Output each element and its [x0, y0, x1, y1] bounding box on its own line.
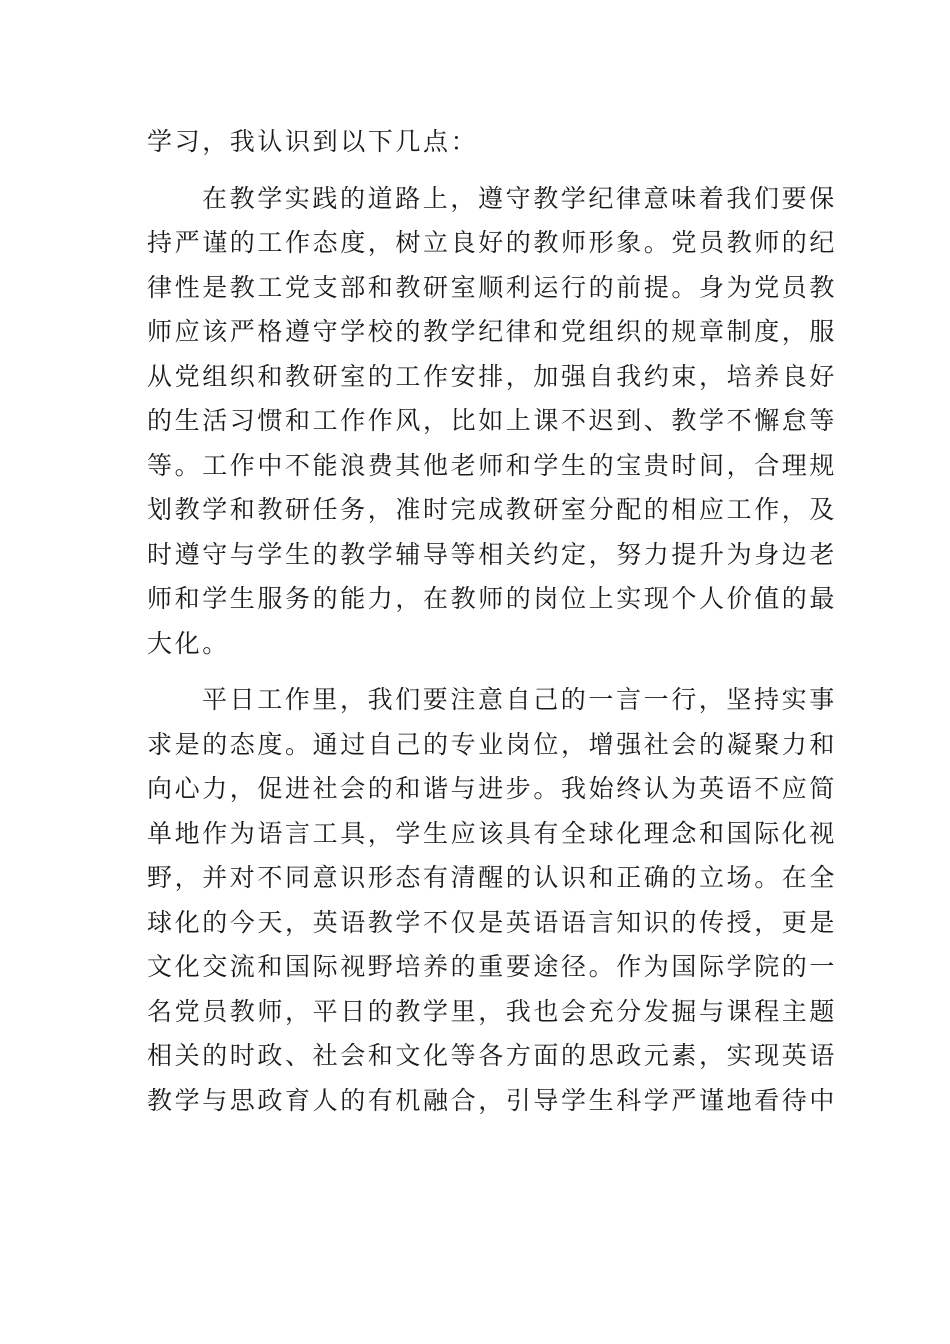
- text-line: 大化。: [147, 628, 230, 658]
- paragraph-spacer: [147, 666, 807, 678]
- document-body: [147, 120, 838, 1123]
- paragraph-teaching-discipline: [147, 177, 838, 667]
- text-line: 划教学和教研任务，准时完成教研室分配的相应工作，及: [147, 495, 838, 524]
- paragraph-intro: [147, 120, 807, 165]
- text-line: 野，并对不同意识形态有清醒的认识和正确的立场。在全: [147, 863, 838, 892]
- text-line: 从党组织和教研室的工作安排，加强自我约束，培养良好: [147, 361, 838, 391]
- text-line: 师应该严格遵守学校的教学纪律和党组织的规章制度，服: [147, 317, 838, 346]
- text-line: 的生活习惯和工作作风，比如上课不迟到、教学不懈怠等: [147, 406, 838, 435]
- text-line: 在教学实践的道路上，遵守教学纪律意味着我们要保: [202, 183, 837, 213]
- text-line: 师和学生服务的能力，在教师的岗位上实现个人价值的最: [147, 584, 838, 613]
- text-line: 名党员教师，平日的教学里，我也会充分发掘与课程主题: [147, 996, 838, 1026]
- text-line: 文化交流和国际视野培养的重要途径。作为国际学院的一: [147, 952, 838, 981]
- text-line: 时遵守与学生的教学辅导等相关约定，努力提升为身边老: [147, 539, 838, 569]
- paragraph-daily-work: [147, 678, 838, 1123]
- text-line: 等。工作中不能浪费其他老师和学生的宝贵时间，合理规: [147, 450, 838, 480]
- text-line: 相关的时政、社会和文化等各方面的思政元素，实现英语: [147, 1041, 838, 1070]
- text-line: 平日工作里，我们要注意自己的一言一行，坚持实事: [202, 685, 837, 714]
- text-line: 持严谨的工作态度，树立良好的教师形象。党员教师的纪: [147, 228, 838, 257]
- text-line: 教学与思政育人的有机融合，引导学生科学严谨地看待中: [147, 1085, 838, 1115]
- text-line: 学习，我认识到以下几点：: [147, 127, 479, 156]
- text-line: 律性是教工党支部和教研室顺利运行的前提。身为党员教: [147, 272, 838, 302]
- paragraph-spacer: [147, 165, 807, 177]
- text-line: 求是的态度。通过自己的专业岗位，增强社会的凝聚力和: [147, 729, 838, 759]
- text-line: 向心力，促进社会的和谐与进步。我始终认为英语不应简: [147, 774, 838, 803]
- text-line: 单地作为语言工具，学生应该具有全球化理念和国际化视: [147, 818, 838, 848]
- text-line: 球化的今天，英语教学不仅是英语语言知识的传授，更是: [147, 907, 838, 937]
